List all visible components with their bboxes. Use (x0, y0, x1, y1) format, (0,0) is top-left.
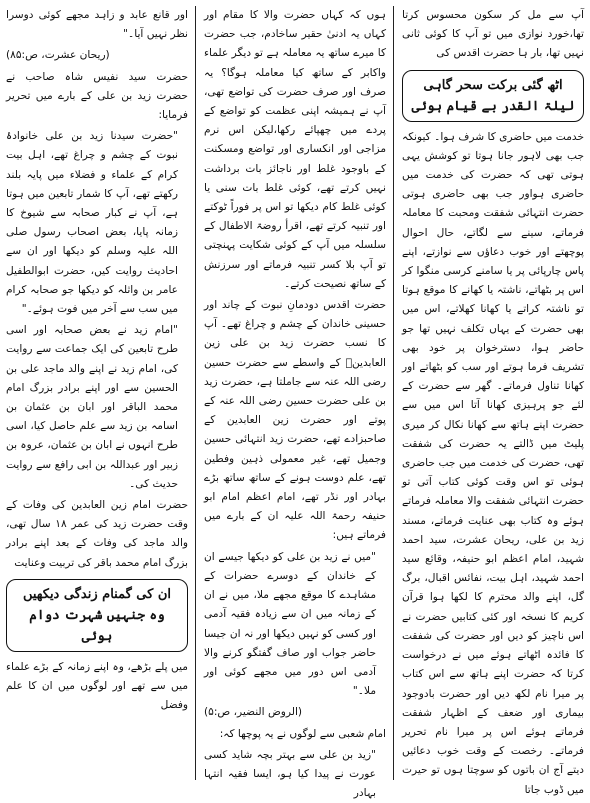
poetry-line: ان کی گمنام زندگی دیکھیں (22, 586, 172, 602)
citation: (ریحان عشرت، ص:۸۵) (6, 49, 110, 62)
paragraph: خدمت میں حاضری کا شرف ہوا۔ کیونکہ جب بھی لاہور جانا ہوتا تو کوشش یہی ہوتی تھی کہ حضرت کی خدمت میں حاضری ہواور جب بھی حاضری ہوتی حضرت انتہائی شفقت ومحبت کا معاملہ فرماتے، سینے سے لگاتے، حال احوال پوچھتے اور خوب دعاؤں سے نوازتے، اپنے پاس چارپائی پر یا سامنے کرسی منگوا کر اس پر بٹھاتے، ناشتہ یا کھانے کا موقع ہوتا تو ناشتہ کراتے یا کھانا کھلاتے، اس میں بھی حضرت کے یہاں تکلف نہیں تھا جو حاضر ہوا، دسترخوان پر خود بھی تشریف فرما ہوتے اور سب کو بٹھاتے اور کھانا تناول فرماتے۔ گھر سے حضرت کے لئے جو پرہیزی کھانا آتا اس میں سے حضرت اپنے ہاتھ سے کھانا نکال کر میری پلیٹ میں ڈالتے یہ حضرت کی شفقت تھی، حضرت کی خدمت میں جب حاضری ہوئی تو اس وقت کوئی کتاب آتی تو حضرت انتہائی شفقت والا معاملہ فرماتے ہوئے وہ کتاب بھی عنایت فرماتے، مسند زید بن علی، ریحان عشرت، سید احمد شہید، امام اعظم ابو حنیفہ، وقائع سید احمد شہید، اہل بیت، نفائس اقبال، برگ گل، اپنے والد محترم کا لکھا ہوا قرآن کریم کا نسخہ اور کئی کتابیں حضرت نے اس ناچیز کو دیں اور حضرت کی شفقت کا فائدہ اٹھاتے ہوئے میں نے درخواست کرتا کہ حضرت اپنے ہاتھ سے اس کتاب پر میرا نام لکھ دیں اور حضرت بادوجود بیماری اور ضعف کے اظہار شفقت فرماتے ہوئے اس پر میرا نام تحریر فرماتے۔ رخصت کے وقت خوب دعائیں دیتے آج ان باتوں کو سوچتا ہوں تو حیرت میں ڈوب جاتا (402, 130, 584, 796)
column-right (402, 6, 584, 796)
quotation: "امام زید نے بعض صحابہ اور اسی طرح تابعین کی ایک جماعت سے روایت کی، امام زید نے اپنے والد ماجد علی بن الحسین سے اور اپنے برادر بزرگ امام محمد الباقر اور ابان بن عثمان بن اسامہ بن زید سے علم حاصل کیا، اسی طرح انہوں نے ابان بن عثمان، عروہ بن زبیر اور عبداللہ بن ابی رافع سے روایت حدیث کی۔ (6, 324, 178, 490)
citation: (الروض النضیر، ص:۵) (204, 706, 303, 719)
paragraph: آپ سے مل کر سکون محسوس کرتا تھا،خورد نوازی میں تو آپ کا کوئی ثانی نہیں تھا، بار ہا حضرت اقدس کی (402, 9, 584, 60)
poetry-box (402, 70, 584, 122)
paragraph: ہوں کہ کہاں حضرت والا کا مقام اور کہاں یہ ادنیٰ حقیر ساخادم، جب حضرت کا میرے ساتھ یہ معاملہ ہے تو دیگر علماء واکابر کے ساتھ کیا معاملہ ہوگا؟ یہ صرف اور صرف حضرت کی تواضع تھی، آپ نے ہمیشہ اپنی عظمت کو تواضع کے پردے میں چھپائے رکھا،لیکن اس نرم مزاجی اور انکساری اور تواضع ومسکنت کے باوجود غلط اور ناجائز بات برداشت نہیں کرتے تھے، کوئی غلط بات سنی یا کوئی غلط کام دیکھا تو اس پر فوراً ٹوکتے اور تنبیہ کرتے تھے، اقرأ روضۃ الاطفال کے سلسلہ میں آپ کے کوئی شکایت پہنچتی تو آپ بلا کسر تنبیہ فرماتے اور سرزنش کے ساتھ نصیحت کرتے۔ (204, 9, 386, 290)
poetry-line: اٹھ گئی برکت سحر گاہی (423, 77, 563, 93)
paragraph: حضرت امام زین العابدین کی وفات کے وقت حضرت زید کی عمر ۱۸ سال تھی، والد ماجد کی وفات کے بعد اپنے برادر بزرگ امام محمد باقر کی تربیت وعنایت (6, 499, 189, 569)
paragraph: امام شعبی سے لوگوں نے یہ پوچھا کہ: (219, 727, 386, 740)
quotation: "حضرت سیدنا زید بن علی خانوادۂ نبوت کے چشم و چراغ تھے، اہل بیت کرام کے علماء و فضلاء میں پایہ بلند رکھتے تھے، آپ کا شمار تابعین میں ہوتا ہے، آپ نے کبار صحابہ سے شیوخ کا زمانہ پایا، بعض اصحاب رسول صلی اللہ علیہ وسلم کو دیکھا اور ان سے احادیث روایت کیں، حضرت ابوالطفیل عامر بن واثلہ کو دیکھا جو صحابہ کرام میں سب سے آخر میں فوت ہوئے۔" (6, 130, 178, 316)
paragraph: میں پلے بڑھے، وہ اپنے زمانہ کے بڑے علماء میں سے تھے اور لوگوں میں ان کا علم وفضل (6, 660, 188, 712)
quotation: "میں نے زید بن علی کو دیکھا جیسے ان کے خاندان کے دوسرے حضرات کے مشاہدے کا موقع مجھے ملا، میں نے ان کے زمانہ میں ان سے زیادہ فقیہ آدمی اور کسی کو نہیں دیکھا اور نہ ان جیسا حاضر جواب اور صاف گفتگو کرنے والا آدمی اس دور میں مجھے کوئی اور ملا۔" (204, 550, 376, 698)
column-divider (195, 6, 196, 780)
poetry-line: وہ جنہیں شہرت دوام ہوئی (29, 607, 165, 644)
paragraph: حضرت اقدس دودمانِ نبوت کے چاند اور حسینی خاندان کے چشم و چراغ تھے۔ آپ کا نسب حضرت زید بن علی زین العابدینؒ کے واسطے سے حضرت حسین رضی اللہ عنہ سے جاملتا ہے، حضرت زید بن علی حضرت حسین رضی اللہ عنہ کے پوتے اور حضرت زین العابدین کے صاحبزادے تھے، حضرت زید انتہائی حسین وجمیل تھے، غیر معمولی ذہین وفطین تھے، علم دوست ہونے کے ساتھ ساتھ بڑے بہادر اور نڈر تھے، امام اعظم امام ابو حنیفہ رحمۃ اللہ علیہ ان کے بارے میں فرماتے ہیں: (204, 299, 386, 542)
paragraph: حضرت سید نفیس شاہ صاحب نے حضرت زید بن علی کے بارے میں تحریر فرمایا: (6, 70, 188, 122)
poetry-box (6, 579, 188, 652)
quotation: "زید بن علی سے بہتر بچہ شاید کسی عورت نے پیدا کیا ہو، ایسا فقیہ انتہا بہادر (204, 748, 376, 800)
column-divider (393, 6, 394, 780)
column-middle (204, 6, 386, 800)
column-left (6, 6, 188, 780)
paragraph: اور قانع عابد و زاہد مجھے کوئی دوسرا نظر نہیں آیا۔" (6, 9, 188, 41)
poetry-line: لیلۃ القدر بے قیام ہوئی (411, 98, 575, 114)
